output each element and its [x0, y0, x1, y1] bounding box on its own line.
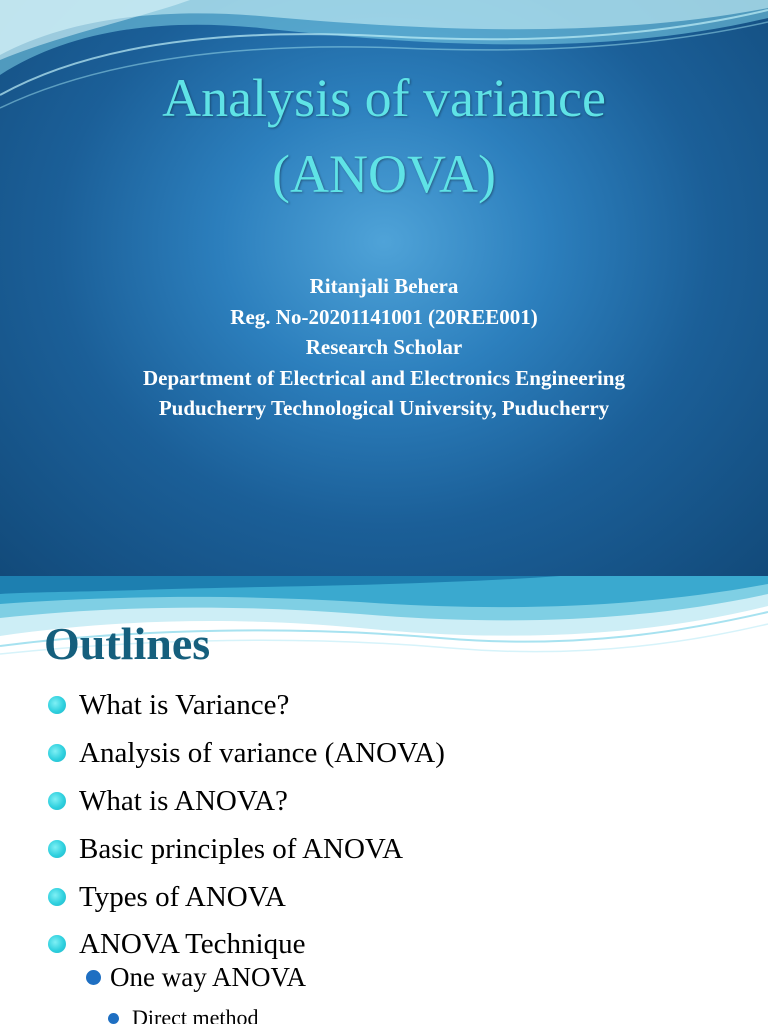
bullet-dot-icon [48, 840, 66, 858]
bullet-dot-icon [48, 935, 66, 953]
outlines-heading: Outlines [44, 618, 211, 669]
author-name: Ritanjali Behera [309, 274, 459, 298]
bullet-dot-icon [108, 1013, 119, 1024]
designation: Research Scholar [305, 335, 463, 359]
department: Department of Electrical and Electronics Engineering [143, 365, 625, 390]
university: Puducherry Technological University, Puducherry [158, 396, 610, 420]
author-info [0, 271, 768, 424]
outline-slide: Outlines What is Variance? Analysis of variance (ANOVA) What is ANOVA? Basic principles of ANOVA Types of ANOVA ANOVA Technique One way ANOVA Direct method [0, 576, 768, 1024]
slide-title-line-1: Analysis of variance [162, 68, 606, 128]
bullet-dot-icon [48, 888, 66, 906]
slide-title-line-2: (ANOVA) [272, 144, 496, 204]
bullet-dot-icon [86, 970, 101, 985]
bullet-dot-icon [48, 696, 66, 714]
registration-number: Reg. No-20201141001 (20REE001) [230, 304, 538, 329]
bullet-dot-icon [48, 792, 66, 810]
bullet-dot-icon [48, 744, 66, 762]
